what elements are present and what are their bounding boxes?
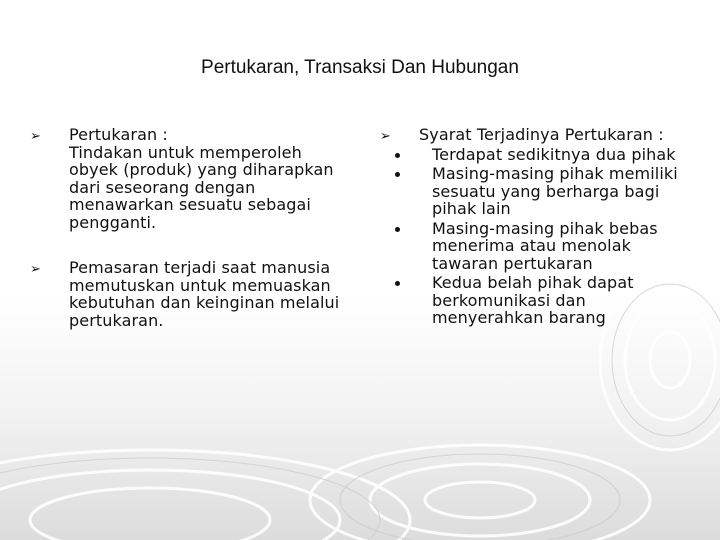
list-item	[380, 126, 700, 327]
slide-title: Pertukaran, Transaksi Dan Hubungan	[201, 57, 519, 78]
sub-list-item	[380, 146, 700, 164]
dot-bullet-icon	[395, 172, 400, 177]
sub-item-text: Terdapat sedikitnya dua pihak	[432, 144, 676, 164]
arrow-bullet-icon: ➢	[30, 262, 41, 277]
item-heading: Pertukaran :	[69, 125, 168, 144]
sub-list-item	[380, 165, 700, 218]
dot-bullet-icon	[395, 281, 400, 286]
right-column	[380, 126, 700, 327]
item-body: Tindakan untuk memperoleh obyek (produk) yang diharapkan dari seseorang dengan menawarkan sesuatu sebagai pengganti.	[69, 142, 334, 232]
list-item	[30, 126, 350, 231]
item-body: Pemasaran terjadi saat manusia memutuskan untuk memuaskan kebutuhan dan keinginan melalui pertukaran.	[69, 258, 340, 330]
sub-item-text: Kedua belah pihak dapat berkomunikasi dan menyerahkan barang	[432, 273, 634, 327]
sub-list	[419, 146, 700, 327]
dot-bullet-icon	[395, 227, 400, 232]
arrow-bullet-icon: ➢	[380, 129, 391, 144]
list-item	[30, 259, 350, 329]
sub-item-text: Masing-masing pihak memiliki sesuatu yang berharga bagi pihak lain	[432, 164, 678, 218]
arrow-bullet-icon: ➢	[30, 129, 41, 144]
item-heading: Syarat Terjadinya Pertukaran :	[419, 125, 664, 144]
dot-bullet-icon	[395, 153, 400, 158]
sub-list-item	[380, 220, 700, 273]
sub-item-text: Masing-masing pihak bebas menerima atau menolak tawaran pertukaran	[432, 218, 658, 273]
sub-list-item	[380, 274, 700, 327]
left-column	[30, 126, 350, 329]
